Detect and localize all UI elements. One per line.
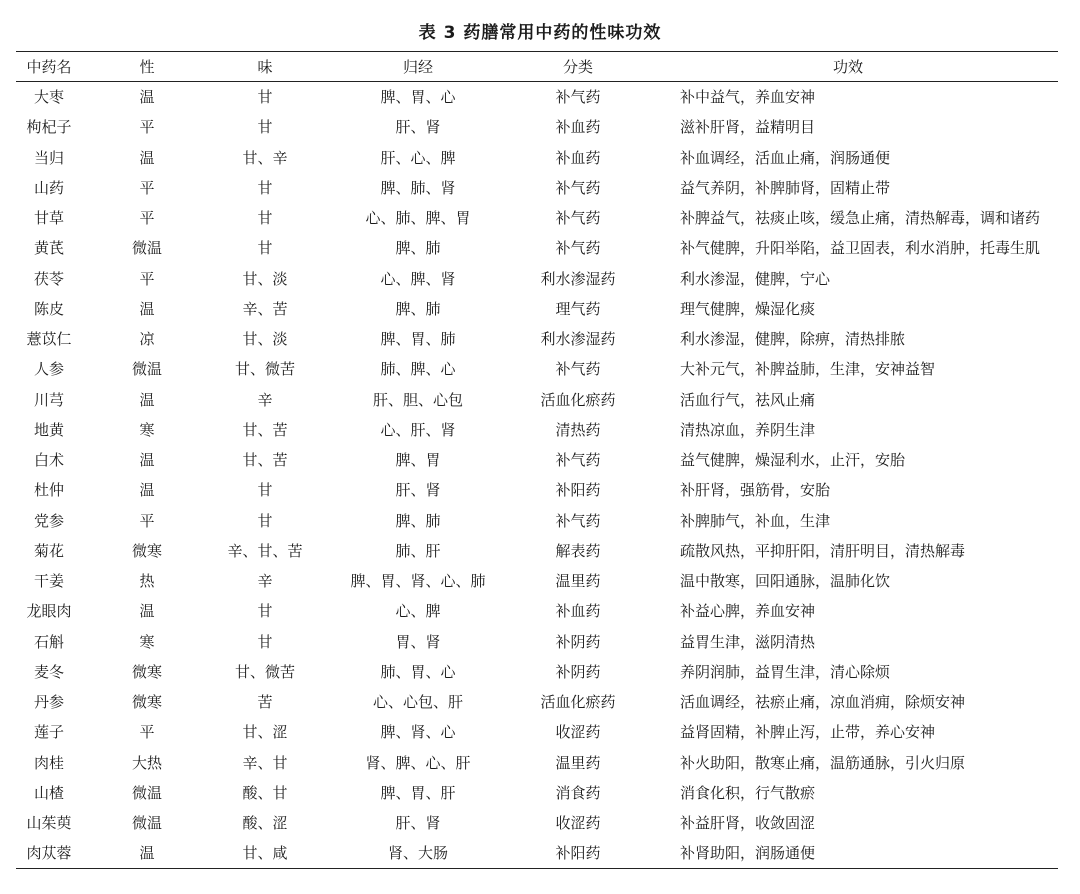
cell-flavor: 甘、咸 [212,838,318,868]
table-body [16,82,1058,869]
table-row [16,777,1058,807]
cell-efficacy: 大补元气，补脾益肺，生津，安神益智 [680,360,936,379]
cell-meridian: 心、脾、肾 [380,269,456,288]
cell-efficacy: 补肝肾，强筋骨，安胎 [680,481,831,500]
table-row [16,838,1058,868]
cell-name: 麦冬 [33,662,64,681]
cell-nature: 平 [139,118,155,137]
table-row [16,384,1058,414]
cell-name: 肉桂 [33,753,64,772]
cell-nature: 微温 [131,814,162,833]
cell-name: 山茱萸 [26,814,72,833]
herb-table [16,51,1058,869]
cell-category: 补气药 [555,511,601,530]
table-row [16,505,1058,535]
cell-meridian: 心、肝、肾 [380,420,456,439]
cell-efficacy: 疏散风热，平抑肝阳，清肝明目，清热解毒 [680,541,966,560]
cell-flavor: 辛、苦 [242,299,288,318]
cell-flavor: 酸、涩 [242,814,288,833]
cell-efficacy: 理气健脾，燥湿化痰 [680,299,816,318]
cell-meridian: 肾、大肠 [318,838,518,868]
cell-name: 杜仲 [33,481,64,500]
cell-meridian: 肺、胃、心 [380,662,456,681]
cell-meridian: 心、脾 [395,602,441,621]
cell-name: 石斛 [33,632,64,651]
table-row [16,172,1058,202]
cell-name: 龙眼肉 [26,602,72,621]
cell-name: 肉苁蓉 [16,838,82,868]
cell-flavor: 甘 [257,632,273,651]
table-row [16,293,1058,323]
cell-efficacy: 清热凉血，养阴生津 [680,420,816,439]
table-row [16,233,1058,263]
cell-nature: 寒 [139,420,155,439]
cell-category: 补气药 [555,360,601,379]
table-row [16,626,1058,656]
column-header-efficacy: 功效 [638,52,1058,82]
table-row [16,445,1058,475]
cell-flavor: 甘、淡 [242,269,288,288]
cell-name: 莲子 [33,723,64,742]
cell-flavor: 甘、涩 [242,723,288,742]
cell-flavor: 甘 [257,239,273,258]
cell-efficacy: 益气健脾，燥湿利水，止汗，安胎 [680,451,906,470]
cell-efficacy: 补益心脾，养血安神 [680,602,816,621]
cell-nature: 微温 [131,360,162,379]
cell-meridian: 脾、肺 [395,511,441,530]
cell-efficacy: 补血调经，活血止痛，润肠通便 [680,148,891,167]
cell-category: 利水渗湿药 [540,269,616,288]
cell-flavor: 甘 [257,481,273,500]
table-row [16,535,1058,565]
cell-category: 温里药 [555,753,601,772]
cell-name: 党参 [33,511,64,530]
cell-nature: 平 [139,209,155,228]
cell-category: 收涩药 [555,814,601,833]
table-row [16,687,1058,717]
cell-nature: 微温 [131,239,162,258]
cell-meridian: 脾、胃、心 [380,88,456,107]
cell-category: 补气药 [555,88,601,107]
table-row [16,475,1058,505]
cell-efficacy: 消食化积，行气散瘀 [680,783,816,802]
cell-efficacy: 益胃生津，滋阴清热 [680,632,816,651]
cell-meridian: 心、肺、脾、胃 [365,209,471,228]
cell-flavor: 甘、淡 [242,330,288,349]
cell-flavor: 甘、辛 [242,148,288,167]
cell-name: 黄芪 [33,239,64,258]
cell-category: 补阳药 [555,481,601,500]
cell-efficacy: 活血调经，祛瘀止痛，凉血消痈，除烦安神 [680,693,966,712]
cell-category: 活血化瘀药 [540,390,616,409]
cell-nature: 平 [139,269,155,288]
cell-meridian: 肝、心、脾 [380,148,456,167]
table-row [16,566,1058,596]
cell-meridian: 脾、肺 [395,239,441,258]
cell-meridian: 肺、脾、心 [380,360,456,379]
column-header-name: 中药名 [16,52,82,82]
cell-meridian: 心、心包、肝 [372,693,463,712]
cell-flavor: 甘、苦 [242,451,288,470]
cell-nature: 温 [139,602,155,621]
cell-name: 山楂 [33,783,64,802]
cell-flavor: 苦 [257,693,273,712]
cell-name: 茯苓 [33,269,64,288]
cell-meridian: 肝、肾 [395,481,441,500]
table-row [16,808,1058,838]
cell-efficacy: 温中散寒，回阳通脉，温肺化饮 [680,572,891,591]
cell-category: 温里药 [555,572,601,591]
column-header-category: 分类 [518,52,638,82]
cell-nature: 微寒 [131,541,162,560]
cell-nature: 温 [139,148,155,167]
cell-category: 补血药 [555,602,601,621]
cell-nature: 温 [139,390,155,409]
cell-name: 当归 [33,148,64,167]
cell-efficacy: 利水渗湿，健脾，除痹，清热排脓 [680,330,906,349]
cell-name: 陈皮 [33,299,64,318]
cell-meridian: 肝、肾 [395,814,441,833]
cell-nature: 平 [139,511,155,530]
cell-efficacy: 利水渗湿，健脾，宁心 [680,269,831,288]
cell-nature: 温 [139,299,155,318]
column-header-nature: 性 [82,52,212,82]
cell-flavor: 甘 [257,209,273,228]
cell-efficacy: 补脾益气，祛痰止咳，缓急止痛，清热解毒，调和诸药 [680,209,1041,228]
cell-nature: 热 [139,572,155,591]
cell-meridian: 脾、肾、心 [380,723,456,742]
cell-meridian: 脾、肺、肾 [380,178,456,197]
column-header-flavor: 味 [212,52,318,82]
cell-nature: 温 [139,88,155,107]
cell-nature: 平 [139,723,155,742]
cell-category: 补阴药 [555,662,601,681]
cell-category: 补阳药 [518,838,638,868]
cell-meridian: 脾、胃 [395,451,441,470]
cell-nature: 凉 [139,330,155,349]
cell-flavor: 甘 [257,88,273,107]
cell-efficacy: 补火助阳，散寒止痛，温筋通脉，引火归原 [680,753,966,772]
table-row [16,203,1058,233]
cell-nature: 微温 [131,783,162,802]
cell-flavor: 甘 [257,118,273,137]
cell-nature: 温 [139,451,155,470]
cell-efficacy: 补脾肺气，补血，生津 [680,511,831,530]
cell-meridian: 肾、脾、心、肝 [365,753,471,772]
cell-meridian: 脾、肺 [395,299,441,318]
cell-name: 薏苡仁 [26,330,72,349]
cell-name: 甘草 [33,209,64,228]
table-row [16,324,1058,354]
cell-flavor: 辛、甘 [242,753,288,772]
cell-nature: 大热 [131,753,162,772]
cell-category: 补阴药 [555,632,601,651]
cell-efficacy: 补益肝肾，收敛固涩 [680,814,816,833]
table-row [16,414,1058,444]
cell-name: 白术 [33,451,64,470]
cell-category: 理气药 [555,299,601,318]
cell-category: 补血药 [555,148,601,167]
table-row [16,82,1058,112]
cell-meridian: 胃、肾 [395,632,441,651]
cell-category: 解表药 [555,541,601,560]
table-row [16,142,1058,172]
cell-name: 地黄 [33,420,64,439]
table-row [16,354,1058,384]
header-row [16,52,1058,82]
cell-name: 枸杞子 [26,118,72,137]
cell-efficacy: 补肾助阳，润肠通便 [638,838,1058,868]
cell-category: 补气药 [555,451,601,470]
cell-meridian: 肝、胆、心包 [372,390,463,409]
cell-name: 川芎 [33,390,64,409]
cell-efficacy: 滋补肝肾，益精明目 [680,118,816,137]
table-header [16,52,1058,82]
cell-nature: 微寒 [131,662,162,681]
cell-meridian: 脾、胃、肾、心、肺 [350,572,486,591]
table-caption: 表 3 药膳常用中药的性味功效 [418,23,662,43]
cell-category: 补气药 [555,209,601,228]
cell-flavor: 甘 [257,602,273,621]
cell-meridian: 脾、胃、肝 [380,783,456,802]
cell-category: 利水渗湿药 [540,330,616,349]
cell-efficacy: 益气养阴，补脾肺肾，固精止带 [680,178,891,197]
cell-flavor: 酸、甘 [242,783,288,802]
cell-efficacy: 益肾固精，补脾止泻，止带，养心安神 [680,723,936,742]
table-row [16,112,1058,142]
cell-name: 人参 [33,360,64,379]
cell-efficacy: 补气健脾，升阳举陷，益卫固表，利水消肿，托毒生肌 [680,239,1041,258]
cell-category: 补血药 [555,118,601,137]
cell-nature: 微寒 [131,693,162,712]
cell-flavor: 辛 [257,390,273,409]
cell-efficacy: 补中益气，养血安神 [680,88,816,107]
cell-flavor: 甘、微苦 [234,662,295,681]
table-row [16,263,1058,293]
cell-nature: 温 [82,838,212,868]
table-row [16,747,1058,777]
cell-category: 收涩药 [555,723,601,742]
cell-efficacy: 活血行气，祛风止痛 [680,390,816,409]
cell-name: 干姜 [33,572,64,591]
cell-efficacy: 养阴润肺，益胃生津，清心除烦 [680,662,891,681]
cell-name: 大枣 [33,88,64,107]
column-header-meridian: 归经 [318,52,518,82]
cell-category: 补气药 [555,239,601,258]
cell-flavor: 甘 [257,178,273,197]
cell-category: 活血化瘀药 [540,693,616,712]
cell-nature: 寒 [139,632,155,651]
cell-flavor: 辛 [257,572,273,591]
cell-name: 山药 [33,178,64,197]
cell-nature: 平 [139,178,155,197]
cell-nature: 温 [139,481,155,500]
table-row [16,656,1058,686]
cell-meridian: 肝、肾 [395,118,441,137]
table-row [16,596,1058,626]
table-row [16,717,1058,747]
cell-meridian: 脾、胃、肺 [380,330,456,349]
cell-flavor: 甘 [257,511,273,530]
cell-name: 丹参 [33,693,64,712]
cell-meridian: 肺、肝 [395,541,441,560]
cell-category: 清热药 [555,420,601,439]
cell-category: 消食药 [555,783,601,802]
cell-flavor: 甘、微苦 [234,360,295,379]
cell-name: 菊花 [33,541,64,560]
cell-category: 补气药 [555,178,601,197]
cell-flavor: 甘、苦 [242,420,288,439]
cell-flavor: 辛、甘、苦 [227,541,303,560]
